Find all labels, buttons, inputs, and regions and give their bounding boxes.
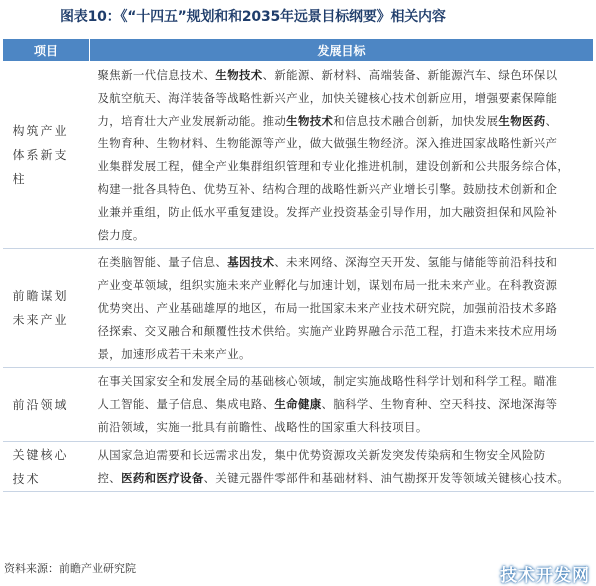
site-watermark: 技术开发网 <box>500 566 590 586</box>
goal-line <box>98 251 586 274</box>
goal-highlight: 生物技术 <box>215 68 263 82</box>
row-label-line: 关键核心 <box>12 447 69 462</box>
goal-line <box>98 444 586 467</box>
goal-text: 及航空航天、海洋装备等战略性新兴产业，加快关键核心技术创新应用，增强要素保障能 <box>97 90 558 105</box>
goal-text: 业集群发展工程，健全产业集群组织管理和专业化推进机制，建设创新和公共服务综合体， <box>97 159 570 174</box>
goal-line <box>98 343 586 366</box>
goal-text: 控、 <box>97 470 122 485</box>
row-label-line: 体系新支 <box>12 148 69 163</box>
goal-text: 产业变革领域，组织实施未来产业孵化与加速计划，谋划布局一批未来产业。在科教资源 <box>97 278 558 293</box>
goal-text: 业兼并重组，防止低水平重复建设。发挥产业投资基金引导作用，加大融资担保和风险补 <box>97 204 558 219</box>
row-label <box>3 441 90 492</box>
goal-line <box>98 155 586 178</box>
goal-text: 力，培育壮大产业发展新动能。推动 <box>97 113 287 128</box>
goal-highlight: 生物技术 <box>286 113 334 128</box>
row-label <box>3 249 90 368</box>
goal-line <box>98 64 586 87</box>
row-goal <box>90 62 594 249</box>
row-label <box>3 62 90 249</box>
goal-text: 偿力度。 <box>97 227 145 242</box>
goal-highlight: 基因技术 <box>227 255 275 270</box>
goal-line <box>98 224 586 247</box>
goal-line <box>98 87 586 110</box>
table-header-row <box>3 39 594 62</box>
goal-text: 在类脑智能、量子信息、 <box>97 255 228 270</box>
table-row <box>3 441 594 492</box>
goal-line <box>98 393 586 416</box>
goal-text: 、 <box>545 113 558 128</box>
goal-line <box>98 370 586 393</box>
table-row <box>3 62 594 249</box>
goal-text: 、新能源、新材料、高端装备、新能源汽车、绿色环保以 <box>262 68 558 82</box>
row-label <box>3 368 90 441</box>
source-note: 资料来源：前瞻产业研究院 <box>4 562 136 575</box>
table-body <box>3 62 594 492</box>
goal-line <box>98 110 586 133</box>
goal-line <box>98 201 586 224</box>
goal-line <box>98 132 586 155</box>
goals-table <box>2 38 594 492</box>
table-row <box>3 368 594 441</box>
goal-line <box>98 297 586 320</box>
row-label-line: 构筑产业 <box>12 124 69 139</box>
header-project: 项目 <box>3 39 90 62</box>
row-goal <box>90 249 594 368</box>
goal-highlight: 医药和医疗设备 <box>121 470 204 485</box>
goal-text: 、脑科学、生物育种、空天科技、深地深海等 <box>321 397 558 412</box>
goal-text: 和信息技术融合创新，加快发展 <box>333 113 499 128</box>
row-label-line: 未来产业 <box>12 313 69 328</box>
goal-text: 从国家急迫需要和长远需求出发，集中优势资源攻关新发突发传染病和生物安全风险防 <box>97 447 546 462</box>
goal-text: 径探索、交叉融合和颠覆性技术供给。实施产业跨界融合示范工程，打造未来技术应用场 <box>97 323 558 338</box>
goal-text: 景，加速形成若干未来产业。 <box>97 346 251 361</box>
goal-text: 前沿领域，实施一批具有前瞻性、战略性的国家重大科技项目。 <box>97 419 428 434</box>
row-label-line: 柱 <box>12 172 27 187</box>
goal-line <box>98 416 586 439</box>
goal-text: 优势突出、产业基础雄厚的地区，布局一批国家未来产业技术研究院，加强前沿技术多路 <box>97 300 558 315</box>
goal-text: 、关键元器件零部件和基础材料、油气勘探开发等领域关键核心技术。 <box>203 470 570 485</box>
goal-highlight: 生命健康 <box>274 397 322 412</box>
goal-text: 在事关国家安全和发展全局的基础核心领域，制定实施战略性科学计划和科学工程。瞄准 <box>97 374 558 389</box>
row-label-line: 技术 <box>12 471 41 486</box>
row-goal <box>90 441 594 492</box>
row-goal <box>90 368 594 441</box>
goal-line <box>98 178 586 201</box>
table-row <box>3 249 594 368</box>
chart-title: 图表10：《“十四五”规划和和2035年远景目标纲要》相关内容 <box>60 9 446 25</box>
goal-text: 人工智能、量子信息、集成电路、 <box>97 397 275 412</box>
goal-line <box>98 467 586 490</box>
row-label-line: 前瞻谋划 <box>12 289 69 304</box>
goal-line <box>98 274 586 297</box>
row-label-line: 前沿领域 <box>12 397 69 412</box>
header-goal: 发展目标 <box>90 39 594 62</box>
goal-highlight: 生物医药 <box>498 113 546 128</box>
goal-text: 生物育种、生物材料、生物能源等产业，做大做强生物经济。深入推进国家战略性新兴产 <box>97 136 558 151</box>
goal-text: 、未来网络、深海空天开发、氢能与储能等前沿科技和 <box>274 255 558 270</box>
goal-line <box>98 320 586 343</box>
goal-text: 构建一批各具特色、优势互补、结构合理的战略性新兴产业增长引擎。鼓励技术创新和企 <box>97 181 558 196</box>
goal-text: 聚焦新一代信息技术、 <box>97 68 216 82</box>
